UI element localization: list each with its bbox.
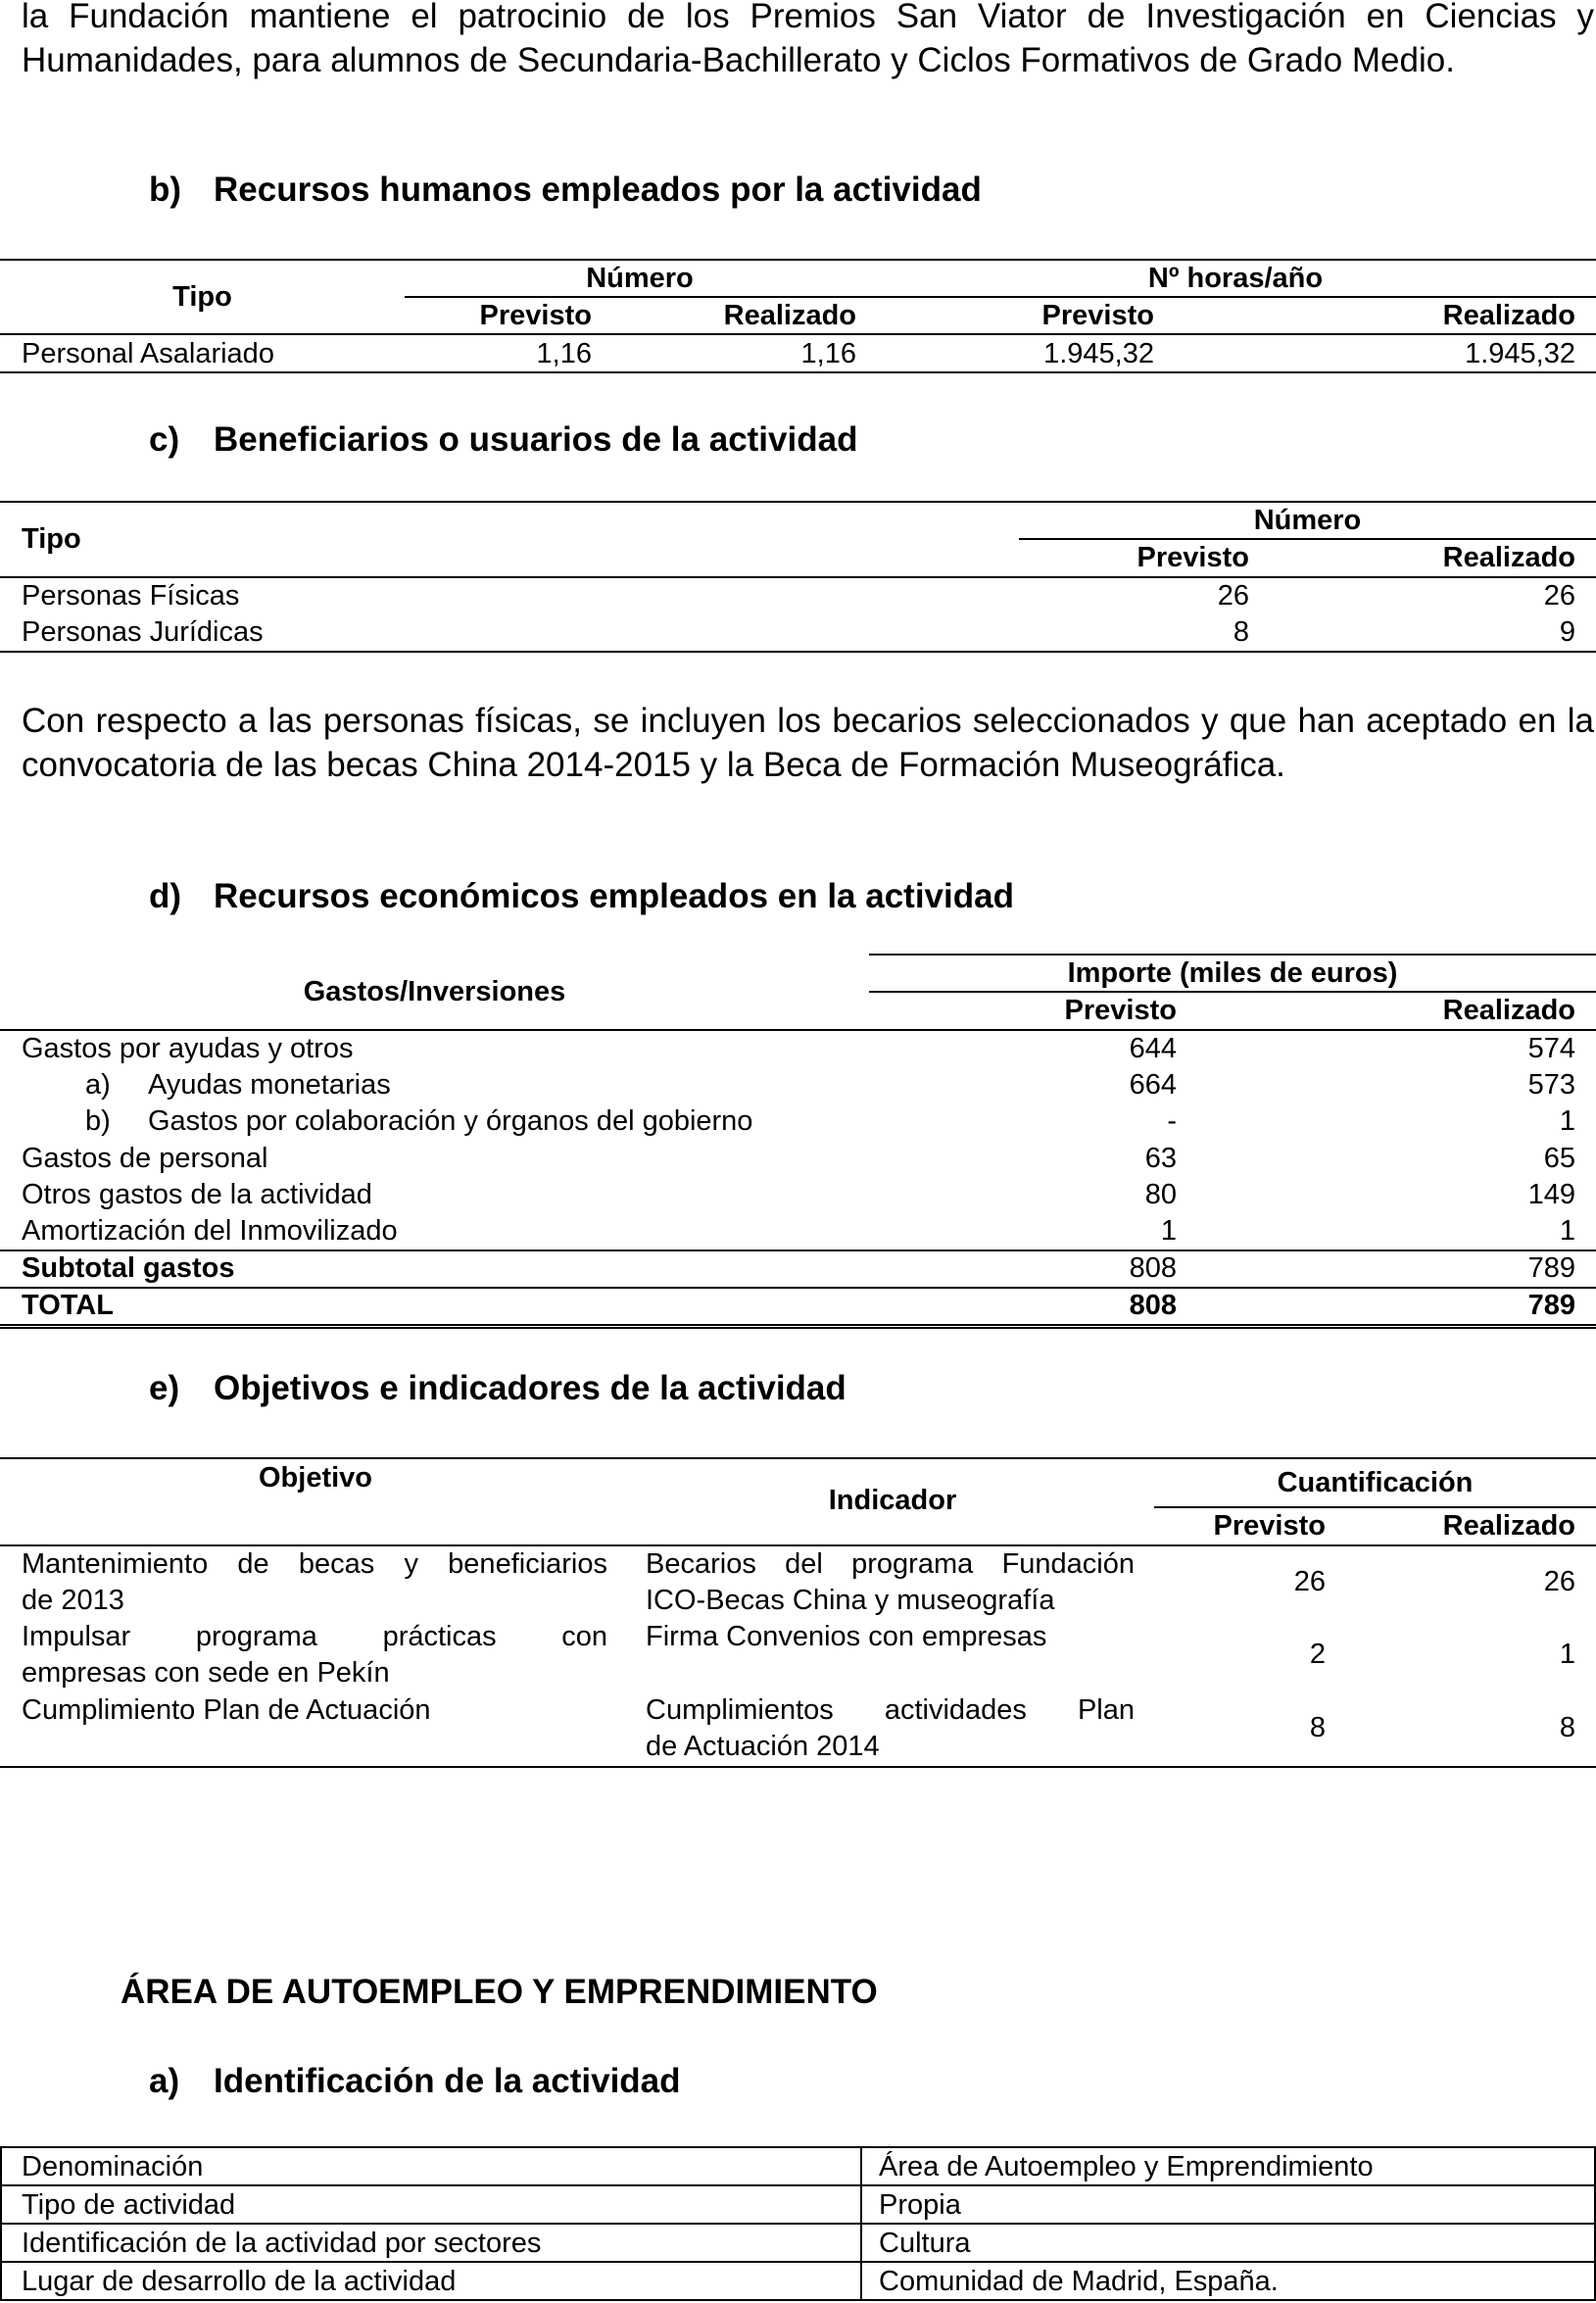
row-previsto: 8 — [1233, 616, 1249, 648]
col-header-objetivo: Objetivo — [258, 1462, 372, 1494]
table-border — [860, 2146, 862, 2301]
row-previsto: - — [1167, 1105, 1177, 1137]
section-label: d) — [149, 877, 182, 915]
col-header-realizado: Realizado — [1442, 542, 1575, 573]
col-header-previsto: Previsto — [1213, 1510, 1326, 1542]
total-label: TOTAL — [22, 1290, 114, 1321]
col-header-gastos: Gastos/Inversiones — [303, 976, 566, 1007]
col-header-realizado: Realizado — [723, 300, 856, 331]
row-realizado: 26 — [1543, 1566, 1575, 1597]
indicador-line: de Actuación 2014 — [646, 1731, 880, 1762]
row-key: Identificación de la actividad por sectores — [22, 2228, 542, 2259]
table-rule — [0, 2146, 1596, 2148]
row-previsto: 80 — [1144, 1179, 1177, 1210]
row-previsto: 26 — [1293, 1566, 1326, 1597]
col-header-importe: Importe (miles de euros) — [1067, 957, 1398, 989]
row-label: Amortización del Inmovilizado — [22, 1215, 398, 1247]
row-sub-label: a) — [85, 1069, 111, 1101]
objetivo-line: Cumplimiento Plan de Actuación — [22, 1694, 431, 1726]
row-key: Tipo de actividad — [22, 2189, 236, 2221]
beneficiaries-note-paragraph: Con respecto a las personas físicas, se incluyen los becarios seleccionados y que han aceptado en la convocatoria de las becas China 2014-2015 y la Beca de Formación Museográfica. — [22, 702, 1594, 784]
num-realizado: 1,16 — [800, 338, 856, 369]
section-title: Beneficiarios o usuarios de la actividad — [214, 420, 858, 459]
col-header-numero: Número — [1253, 505, 1362, 536]
total-previsto: 808 — [1129, 1290, 1177, 1321]
indicador-line: Becarios del programa Fundación — [646, 1548, 1135, 1580]
row-label: Gastos por colaboración y órganos del gobierno — [148, 1105, 753, 1137]
row-previsto: 8 — [1309, 1712, 1326, 1743]
col-header-tipo: Tipo — [22, 523, 81, 555]
row-realizado: 1 — [1559, 1105, 1575, 1137]
col-header-previsto: Previsto — [1041, 300, 1154, 331]
row-label: Otros gastos de la actividad — [22, 1179, 372, 1210]
row-label: Ayudas monetarias — [148, 1069, 391, 1101]
table-rule — [0, 2223, 1596, 2225]
section-label: c) — [149, 420, 180, 459]
col-header-realizado: Realizado — [1442, 995, 1575, 1026]
row-realizado: 1 — [1559, 1215, 1575, 1247]
row-value: Propia — [879, 2189, 961, 2221]
area-title: ÁREA DE AUTOEMPLEO Y EMPRENDIMIENTO — [121, 1973, 878, 2011]
row-previsto: 1 — [1160, 1215, 1177, 1247]
section-title: Objetivos e indicadores de la actividad — [214, 1369, 846, 1407]
col-header-cuantificacion: Cuantificación — [1277, 1467, 1474, 1498]
indicador-line: Cumplimientos actividades Plan — [646, 1694, 1135, 1726]
indicador-line: Firma Convenios con empresas — [646, 1621, 1047, 1652]
row-previsto: 26 — [1217, 580, 1249, 612]
row-realizado: 26 — [1543, 580, 1575, 612]
row-value: Comunidad de Madrid, España. — [879, 2266, 1279, 2297]
row-realizado: 149 — [1527, 1179, 1575, 1210]
row-value: Cultura — [879, 2228, 971, 2259]
section-title: Identificación de la actividad — [214, 2062, 681, 2100]
section-title: Recursos económicos empleados en la actividad — [214, 877, 1014, 915]
col-header-previsto: Previsto — [1064, 995, 1177, 1026]
col-header-realizado: Realizado — [1442, 300, 1575, 331]
row-tipo: Personas Físicas — [22, 580, 240, 612]
row-realizado: 574 — [1527, 1033, 1575, 1064]
row-previsto: 63 — [1144, 1143, 1177, 1174]
section-label: e) — [149, 1369, 180, 1407]
table-rule — [0, 1457, 1596, 1459]
section-label: a) — [149, 2062, 180, 2100]
objetivo-line: Impulsar programa prácticas con — [22, 1621, 607, 1652]
subtotal-realizado: 789 — [1527, 1252, 1575, 1284]
horas-realizado: 1.945,32 — [1465, 338, 1575, 369]
table-double-rule — [0, 1324, 1596, 1329]
section-title: Recursos humanos empleados por la actividad — [214, 171, 982, 209]
row-previsto: 664 — [1129, 1069, 1177, 1101]
row-previsto: 644 — [1129, 1033, 1177, 1064]
col-header-realizado: Realizado — [1442, 1510, 1575, 1542]
horas-previsto: 1.945,32 — [1043, 338, 1154, 369]
row-key: Lugar de desarrollo de la actividad — [22, 2266, 457, 2297]
row-previsto: 2 — [1309, 1639, 1326, 1670]
table-rule — [0, 651, 1596, 653]
col-header-numero: Número — [586, 263, 694, 294]
total-realizado: 789 — [1527, 1290, 1575, 1321]
num-previsto: 1,16 — [536, 338, 592, 369]
section-label: b) — [149, 171, 182, 209]
objetivo-line: empresas con sede en Pekín — [22, 1657, 390, 1689]
row-realizado: 8 — [1559, 1712, 1575, 1743]
col-header-indicador: Indicador — [828, 1485, 957, 1516]
intro-paragraph: la Fundación mantiene el patrocinio de los Premios San Viator de Investigación en Ciencias y Humanidades, para alumnos de Secundaria-Bachillerato y Ciclos Formativos de Grado Medio. — [22, 0, 1594, 79]
row-tipo: Personal Asalariado — [22, 338, 274, 369]
row-key: Denominación — [22, 2151, 204, 2182]
row-sub-label: b) — [85, 1105, 111, 1137]
subtotal-previsto: 808 — [1129, 1252, 1177, 1284]
row-label: Gastos de personal — [22, 1143, 268, 1174]
row-realizado: 573 — [1527, 1069, 1575, 1101]
row-realizado: 65 — [1543, 1143, 1575, 1174]
col-header-previsto: Previsto — [1137, 542, 1249, 573]
row-tipo: Personas Jurídicas — [22, 616, 264, 648]
indicador-line: ICO-Becas China y museografía — [646, 1585, 1055, 1616]
col-header-tipo: Tipo — [172, 281, 232, 313]
table-rule — [0, 1766, 1596, 1768]
row-realizado: 9 — [1559, 616, 1575, 648]
row-label: Gastos por ayudas y otros — [22, 1033, 354, 1064]
col-header-previsto: Previsto — [479, 300, 592, 331]
col-header-horas: Nº horas/año — [1147, 263, 1324, 294]
objetivo-line: de 2013 — [22, 1585, 124, 1616]
row-value: Área de Autoempleo y Emprendimiento — [879, 2151, 1374, 2182]
subtotal-label: Subtotal gastos — [22, 1252, 235, 1284]
table-border — [0, 2146, 2, 2301]
objetivo-line: Mantenimiento de becas y beneficiarios — [22, 1548, 607, 1580]
row-realizado: 1 — [1559, 1639, 1575, 1670]
